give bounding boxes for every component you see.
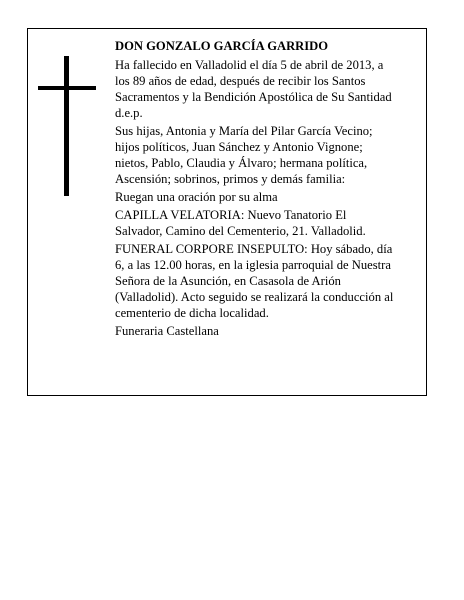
- death-announcement: Ha fallecido en Valladolid el día 5 de abril de 2013, a los 89 años de edad, después de recibir los Santos Sacramentos y la Bendición Apostólica de Su Santidad d.e.p.: [115, 58, 392, 120]
- chapel-info: CAPILLA VELATORIA: Nuevo Tanatorio El Salvador, Camino del Cementerio, 21. Valladolid.: [115, 208, 366, 238]
- cross-vertical-bar: [64, 56, 69, 196]
- obituary-text-block: [115, 38, 421, 339]
- cross-horizontal-bar: [38, 86, 96, 90]
- prayer-request: Ruegan una oración por su alma: [115, 190, 278, 204]
- funeral-info: FUNERAL CORPORE INSEPULTO: Hoy sábado, día 6, a las 12.00 horas, en la iglesia parroquial de Nuestra Señora de la Asunción, en Casasola de Arión (Valladolid). Acto seguido se realizará la conducción al cementerio de dicha localidad.: [115, 242, 394, 320]
- family-list: Sus hijas, Antonia y María del Pilar García Vecino; hijos políticos, Juan Sánchez y Antonio Vignone; nietos, Pablo, Claudia y Álvaro; hermana política, Ascensión; sobrinos, primos y demás familia:: [115, 124, 373, 186]
- deceased-name: DON GONZALO GARCÍA GARRIDO: [115, 39, 329, 53]
- latin-cross-icon: [38, 56, 96, 196]
- funeral-home: Funeraria Castellana: [115, 324, 219, 338]
